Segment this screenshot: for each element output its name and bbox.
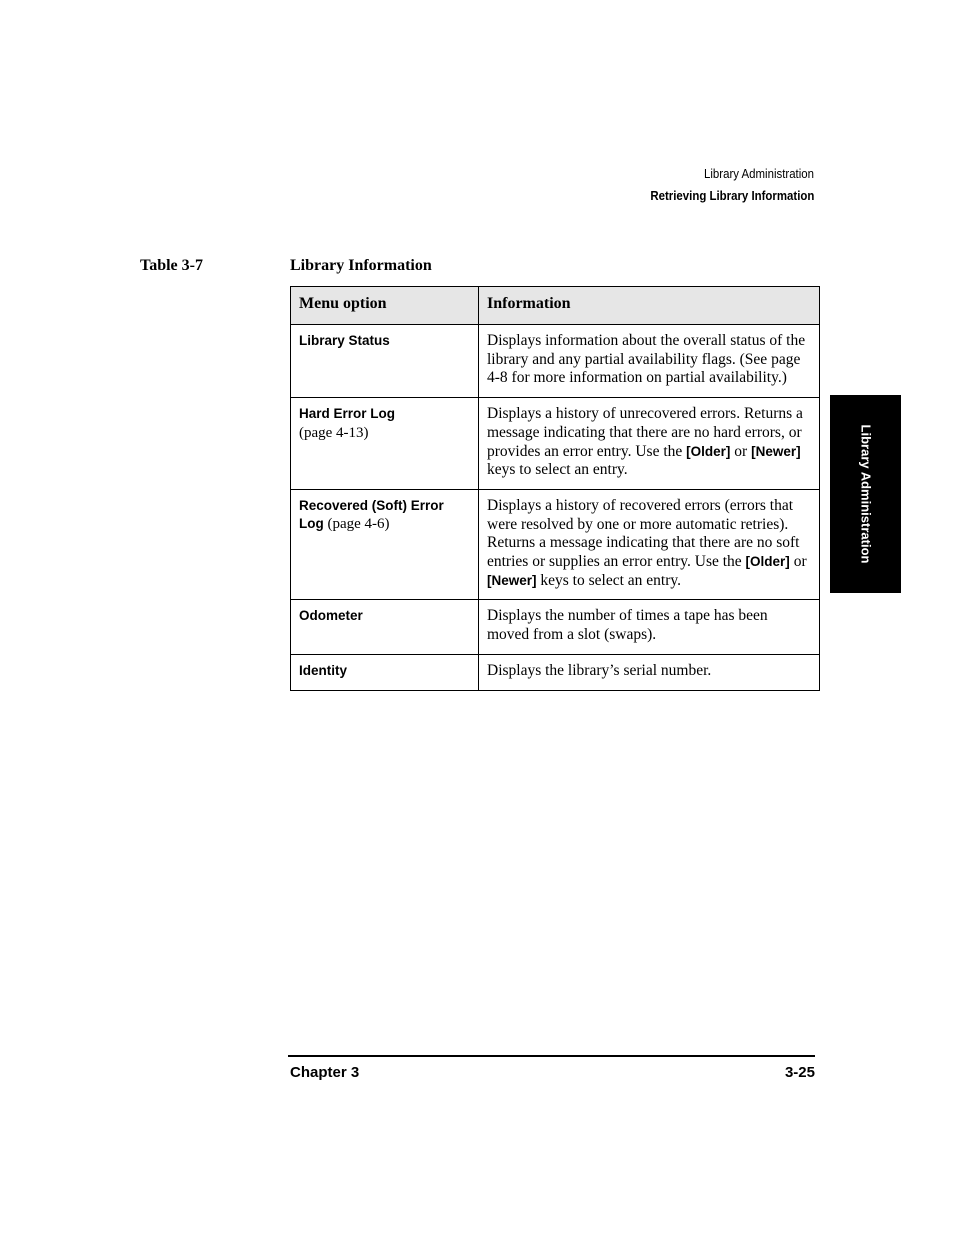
older-key-label: [Older] <box>745 554 790 570</box>
information-text: Displays a history of unrecovered errors. Returns a message indicating that there are no hard errors, or provides an error entry. Use the <box>487 405 803 460</box>
menu-option-name: Recovered (Soft) Error Log <box>299 497 444 532</box>
menu-option-cell <box>291 654 479 690</box>
column-header-menu-option: Menu option <box>291 287 479 325</box>
table-row-hard-error-log <box>291 398 820 490</box>
menu-option-cell <box>291 489 479 600</box>
footer-chapter: Chapter 3 <box>290 1064 360 1081</box>
information-cell <box>479 600 820 654</box>
table-row-recovered-soft-error-log <box>291 489 820 600</box>
menu-option-cell <box>291 325 479 398</box>
menu-option-name: Library Status <box>299 333 390 348</box>
table-row-odometer <box>291 600 820 654</box>
information-text: keys to select an entry. <box>536 571 681 589</box>
menu-option-cell <box>291 600 479 654</box>
information-text: Displays a history of recovered errors (errors that were resolved by one or more automatic retries). Returns a message indicating that there are no soft entries or supplies an error entry. Use the <box>487 496 800 571</box>
column-header-information: Information <box>479 287 820 325</box>
table-row-library-status <box>291 325 820 398</box>
newer-key-label: [Newer] <box>751 443 801 459</box>
menu-option-name: Odometer <box>299 608 363 624</box>
table-title: Library Information <box>290 257 432 274</box>
information-cell <box>479 489 820 600</box>
information-text: Displays information about the overall status of the library and any partial availability flags. (See page 4-8 for more information on partial availability.) <box>487 332 806 387</box>
information-cell <box>479 654 820 690</box>
menu-option-name: Identity <box>299 662 348 678</box>
information-cell <box>479 325 820 398</box>
information-text: keys to select an entry. <box>487 461 628 479</box>
information-text: or <box>789 553 807 571</box>
table-number: Table 3-7 <box>140 257 203 274</box>
information-text: or <box>730 442 752 460</box>
menu-option-cell <box>291 398 479 490</box>
menu-option-page-ref: (page 4-13) <box>299 424 369 441</box>
information-text: Displays the library’s serial number. <box>487 661 712 679</box>
running-header-section: Library Administration <box>704 166 814 181</box>
information-cell <box>479 398 820 490</box>
footer-rule <box>288 1055 815 1057</box>
menu-option-page-ref: (page 4-6) <box>327 516 390 533</box>
table-header-row <box>291 287 820 325</box>
newer-key-label: [Newer] <box>487 572 537 588</box>
chapter-thumb-tab-label: Library Administration <box>858 424 873 564</box>
information-text: Displays the number of times a tape has been moved from a slot (swaps). <box>487 607 768 644</box>
library-information-table <box>290 286 820 691</box>
running-header-topic: Retrieving Library Information <box>649 188 814 203</box>
chapter-thumb-tab <box>830 395 901 593</box>
menu-option-name: Hard Error Log <box>299 406 396 422</box>
older-key-label: [Older] <box>686 443 731 459</box>
table-row-identity <box>291 654 820 690</box>
page-number: 3-25 <box>784 1064 815 1081</box>
